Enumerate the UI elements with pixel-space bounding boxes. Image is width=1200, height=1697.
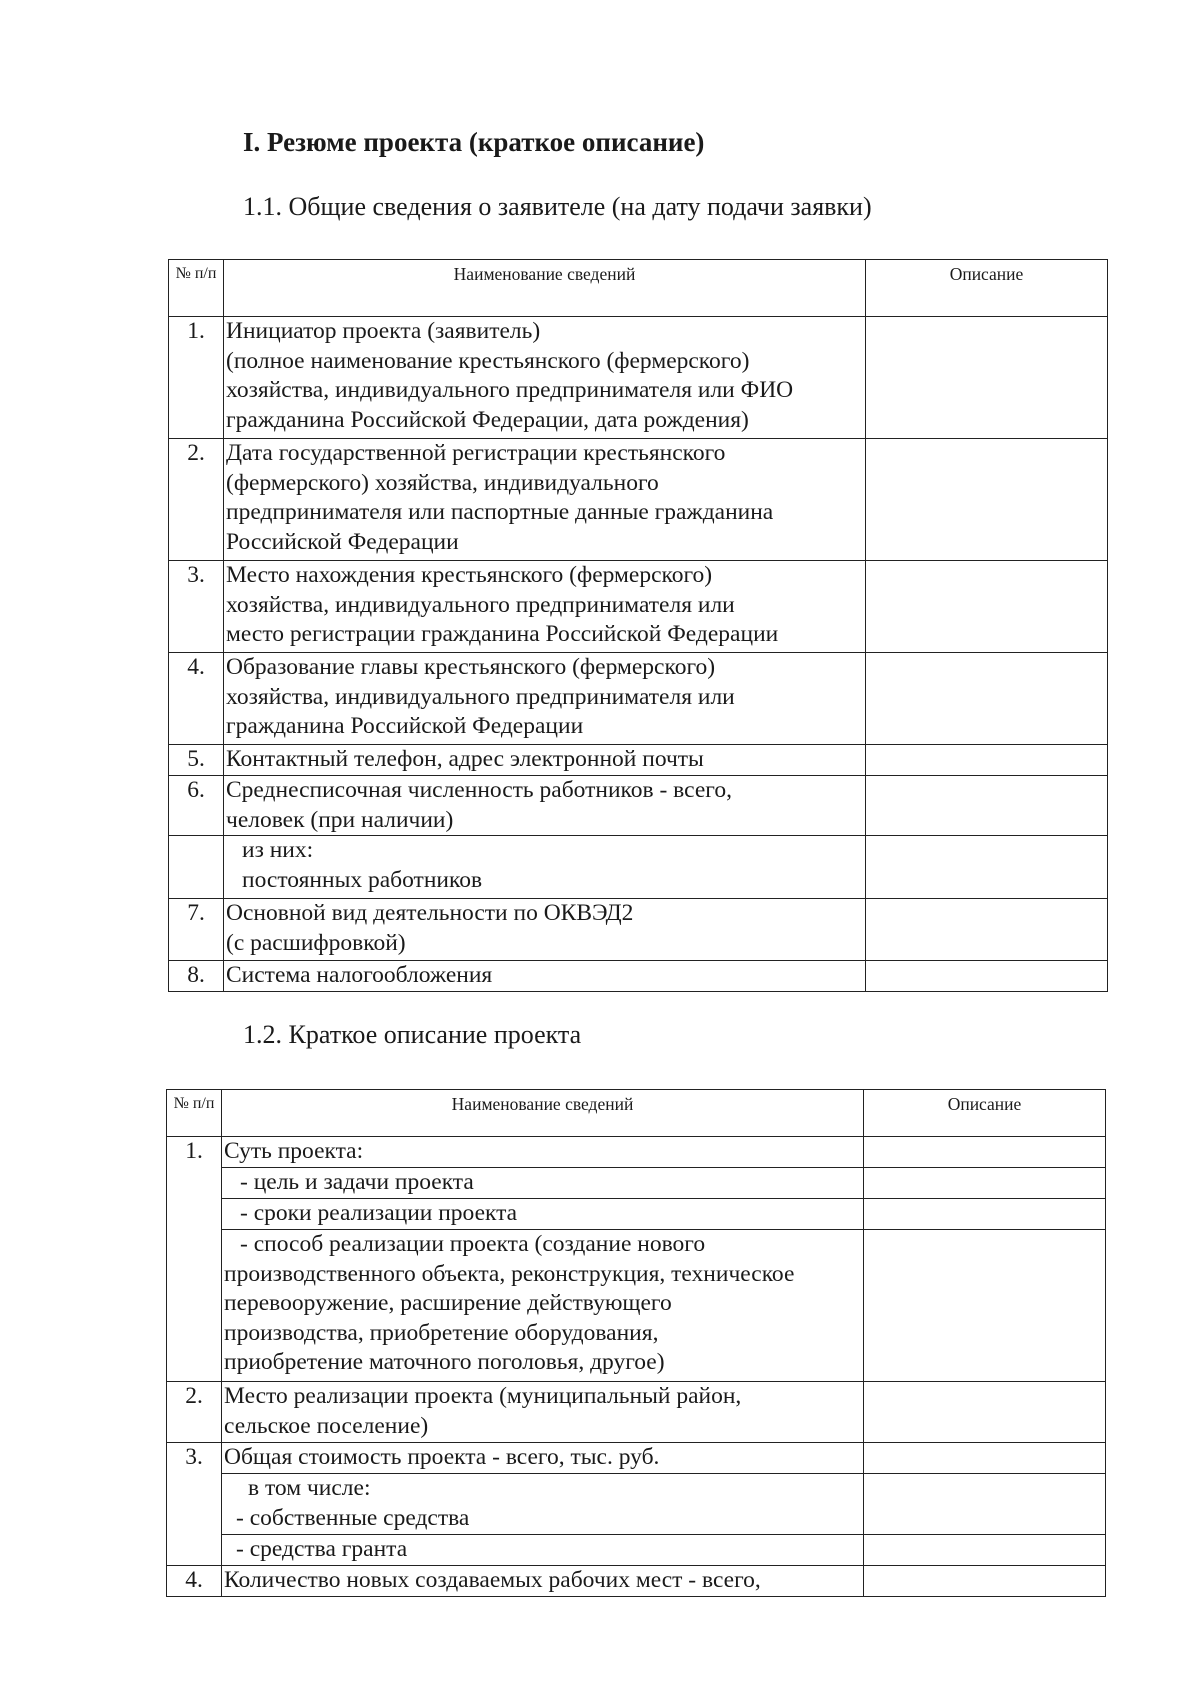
row-description-cell[interactable] (864, 1566, 1106, 1597)
table-row (169, 439, 1108, 561)
row-description-cell[interactable] (866, 961, 1108, 992)
row-label: Инициатор проекта (заявитель) (полное наименование крестьянского (фермерского) хозяйства, индивидуального предпринимателя или ФИО гражданина Российской Федерации, дата рождения) (224, 317, 866, 439)
row-num: 2. (169, 439, 224, 561)
section-2-title: 1.2. Краткое описание проекта (243, 1020, 582, 1049)
row-num: 3. (169, 561, 224, 653)
row-label: Место реализации проекта (муниципальный район, сельское поселение) (222, 1382, 864, 1443)
table-row (167, 1168, 1106, 1199)
row-num (169, 836, 224, 899)
table-row (167, 1382, 1106, 1443)
applicant-info-table (168, 259, 1108, 992)
table-row (169, 776, 1108, 836)
row-num: 7. (169, 899, 224, 961)
row-label: Количество новых создаваемых рабочих мест - всего, (222, 1566, 864, 1597)
header-name: Наименование сведений (224, 260, 866, 317)
row-label: Образование главы крестьянского (фермерского) хозяйства, индивидуального предпринимателя или гражданина Российской Федерации (224, 653, 866, 745)
table-header-row (167, 1090, 1106, 1137)
row-num: 8. (169, 961, 224, 992)
table-row (167, 1566, 1106, 1597)
row-num: 1. (167, 1137, 222, 1382)
row-label: - средства гранта (222, 1535, 864, 1566)
header-num: № п/п (169, 260, 224, 317)
header-desc: Описание (866, 260, 1108, 317)
table-row (169, 961, 1108, 992)
row-description-cell[interactable] (864, 1230, 1106, 1382)
table-row (169, 317, 1108, 439)
row-label: - сроки реализации проекта (222, 1199, 864, 1230)
table-row (169, 836, 1108, 899)
row-description-cell[interactable] (864, 1137, 1106, 1168)
row-label: - цель и задачи проекта (222, 1168, 864, 1199)
page-title: I. Резюме проекта (краткое описание) (243, 127, 705, 157)
row-num: 1. (169, 317, 224, 439)
row-description-cell[interactable] (864, 1382, 1106, 1443)
row-num: 6. (169, 776, 224, 836)
row-description-cell[interactable] (866, 899, 1108, 961)
row-label: Суть проекта: (222, 1137, 864, 1168)
table-row (167, 1443, 1106, 1474)
row-description-cell[interactable] (866, 317, 1108, 439)
row-num: 2. (167, 1382, 222, 1443)
table-row (169, 561, 1108, 653)
row-num: 4. (167, 1566, 222, 1597)
row-label: Общая стоимость проекта - всего, тыс. руб. (222, 1443, 864, 1474)
row-description-cell[interactable] (866, 836, 1108, 899)
row-num: 3. (167, 1443, 222, 1566)
row-description-cell[interactable] (864, 1474, 1106, 1535)
header-name: Наименование сведений (222, 1090, 864, 1137)
row-label: Контактный телефон, адрес электронной почты (224, 745, 866, 776)
row-num: 5. (169, 745, 224, 776)
table-row (167, 1199, 1106, 1230)
row-description-cell[interactable] (864, 1199, 1106, 1230)
table-row (169, 899, 1108, 961)
header-desc: Описание (864, 1090, 1106, 1137)
table-row (169, 745, 1108, 776)
row-label: Основной вид деятельности по ОКВЭД2 (с расшифровкой) (224, 899, 866, 961)
row-description-cell[interactable] (864, 1168, 1106, 1199)
row-label: Среднесписочная численность работников - всего, человек (при наличии) (224, 776, 866, 836)
table-row (167, 1230, 1106, 1382)
row-num: 4. (169, 653, 224, 745)
row-label: из них: постоянных работников (224, 836, 866, 899)
project-summary-table (166, 1089, 1106, 1597)
row-description-cell[interactable] (866, 561, 1108, 653)
table-row (167, 1137, 1106, 1168)
row-label: Дата государственной регистрации крестьянского (фермерского) хозяйства, индивидуального предпринимателя или паспортные данные гражданина Российской Федерации (224, 439, 866, 561)
table-header-row (169, 260, 1108, 317)
row-description-cell[interactable] (866, 745, 1108, 776)
section-1-title: 1.1. Общие сведения о заявителе (на дату подачи заявки) (243, 192, 872, 221)
row-label: - способ реализации проекта (создание нового производственного объекта, реконструкция, техническое перевооружение, расширение действующего производства, приобретение оборудования, приобретение маточного поголовья, другое) (222, 1230, 864, 1382)
row-description-cell[interactable] (866, 653, 1108, 745)
table-row (169, 653, 1108, 745)
table-row (167, 1535, 1106, 1566)
row-description-cell[interactable] (864, 1443, 1106, 1474)
row-label: Система налогообложения (224, 961, 866, 992)
row-label: в том числе: - собственные средства (222, 1474, 864, 1535)
row-label: Место нахождения крестьянского (фермерского) хозяйства, индивидуального предпринимателя или место регистрации гражданина Российской Федерации (224, 561, 866, 653)
row-description-cell[interactable] (866, 776, 1108, 836)
header-num: № п/п (167, 1090, 222, 1137)
row-description-cell[interactable] (866, 439, 1108, 561)
table-row (167, 1474, 1106, 1535)
row-description-cell[interactable] (864, 1535, 1106, 1566)
